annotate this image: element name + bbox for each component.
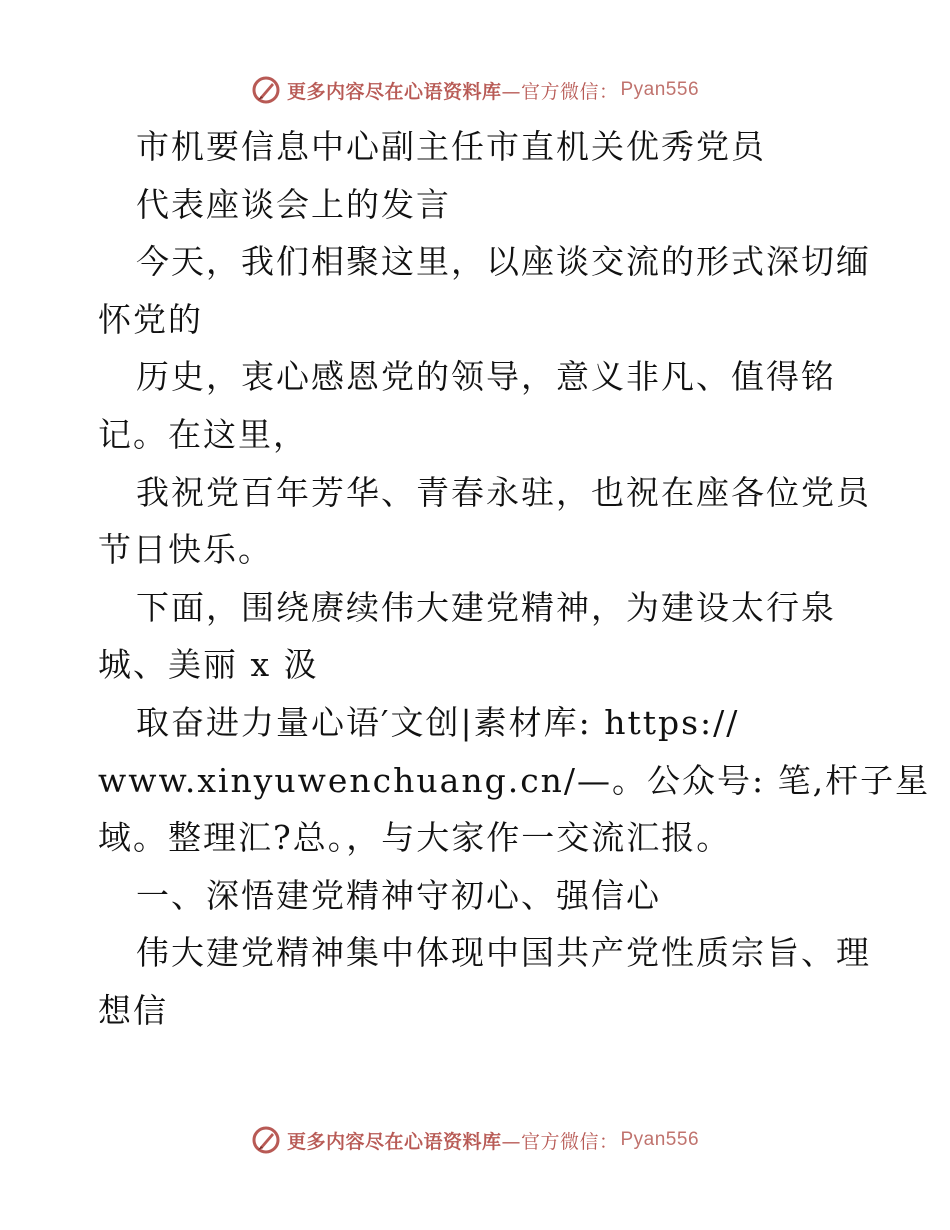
paragraph-line: 节日快乐。 [98,530,273,570]
banner-wechat-label: —官方微信： [501,80,619,103]
paragraph-line: 记。在这里， [98,414,308,454]
paragraph-line: 城、美丽 x 汲 [98,645,319,685]
title-line-1: 市机要信息中心副主任市直机关优秀党员 [136,127,766,166]
paragraph-line: 伟大建党精神集中体现中国共产党性质宗旨、理 [136,933,871,973]
header-banner [0,70,950,110]
paragraph-line: 想信 [98,990,168,1030]
paragraph-line: 怀党的 [98,299,203,339]
section-heading: 一、深悟建党精神守初心、强信心 [136,875,661,915]
paragraph-line: www.xinyuwenchuang.cn/—。公众号: 笔,杆子星 [98,760,931,800]
paragraph-line: 取奋进力量心语′文创|素材库: https:// [136,702,740,742]
banner-brand-text: 更多内容尽在心语资料库 [286,80,502,103]
paragraph-line: 我祝党百年芳华、青春永驻，也祝在座各位党员 [136,472,871,512]
paragraph-line: 今天，我们相聚这里，以座谈交流的形式深切缅 [136,242,871,282]
footer-banner [0,1120,950,1160]
quill-pen-logo-icon [251,75,281,105]
paragraph-line: 历史，衷心感恩党的领导，意义非凡、值得铭 [136,357,836,397]
document-body [98,118,931,1040]
title-line-2: 代表座谈会上的发言 [136,184,451,224]
banner-brand-text: 更多内容尽在心语资料库 [286,1130,502,1153]
banner-wechat-id: Pyan556 [620,1129,700,1150]
banner-wechat-label: —官方微信： [501,1130,619,1153]
paragraph-line: 域。整理汇?总。，与大家作一交流汇报。 [98,818,732,858]
quill-pen-logo-icon [251,1125,281,1155]
banner-wechat-id: Pyan556 [620,79,700,100]
paragraph-line: 下面，围绕赓续伟大建党精神，为建设太行泉 [136,587,836,627]
